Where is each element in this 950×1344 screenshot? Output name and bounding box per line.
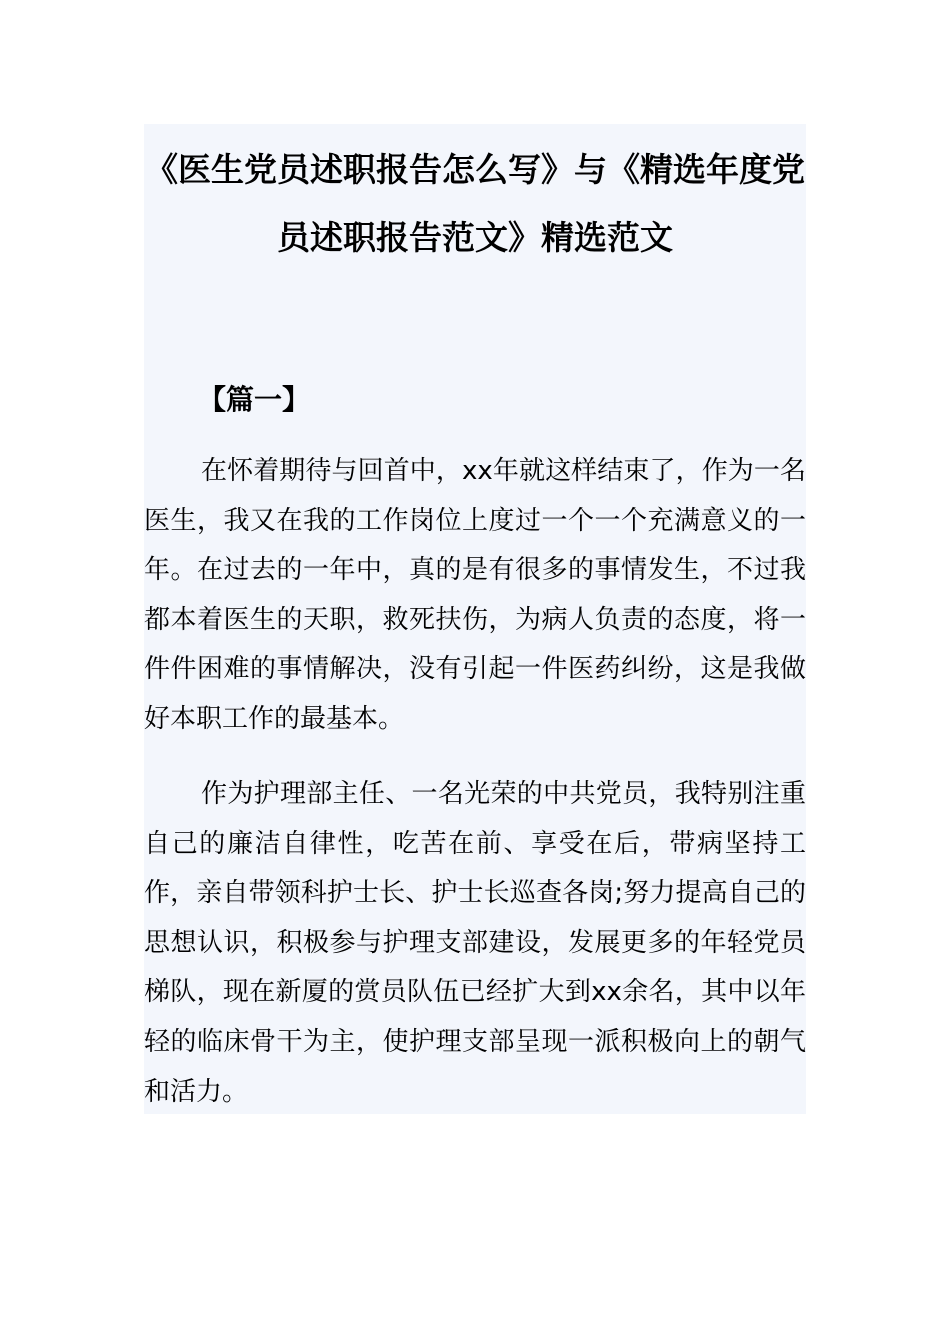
section-heading: 【篇一】 bbox=[198, 383, 311, 416]
paragraph-2: 作为护理部主任、一名光荣的中共党员，我特别注重自己的廉洁自律性，吃苦在前、享受在后，带病坚持工作，亲自带领科护士长、护士长巡查各岗;努力提高自己的思想认识，积极参与护理支部建设，发展更多的年轻党员梯队，现在新厦的赏员队伍已经扩大到xx余名，其中以年轻的临床骨干为主，使护理支部呈现一派积极向上的朝气和活力。 bbox=[144, 779, 806, 1107]
document-title: 《医生党员述职报告怎么写》与《精选年度党员述职报告范文》精选范文 bbox=[145, 150, 805, 257]
paragraph-1: 在怀着期待与回首中，xx年就这样结束了，作为一名医生，我又在我的工作岗位上度过一个一个充满意义的一年。在过去的一年中，真的是有很多的事情发生，不过我都本着医生的天职，救死扶伤，为病人负责的态度，将一件件困难的事情解决，没有引起一件医药纠纷，这是我做好本职工作的最基本。 bbox=[144, 456, 806, 734]
